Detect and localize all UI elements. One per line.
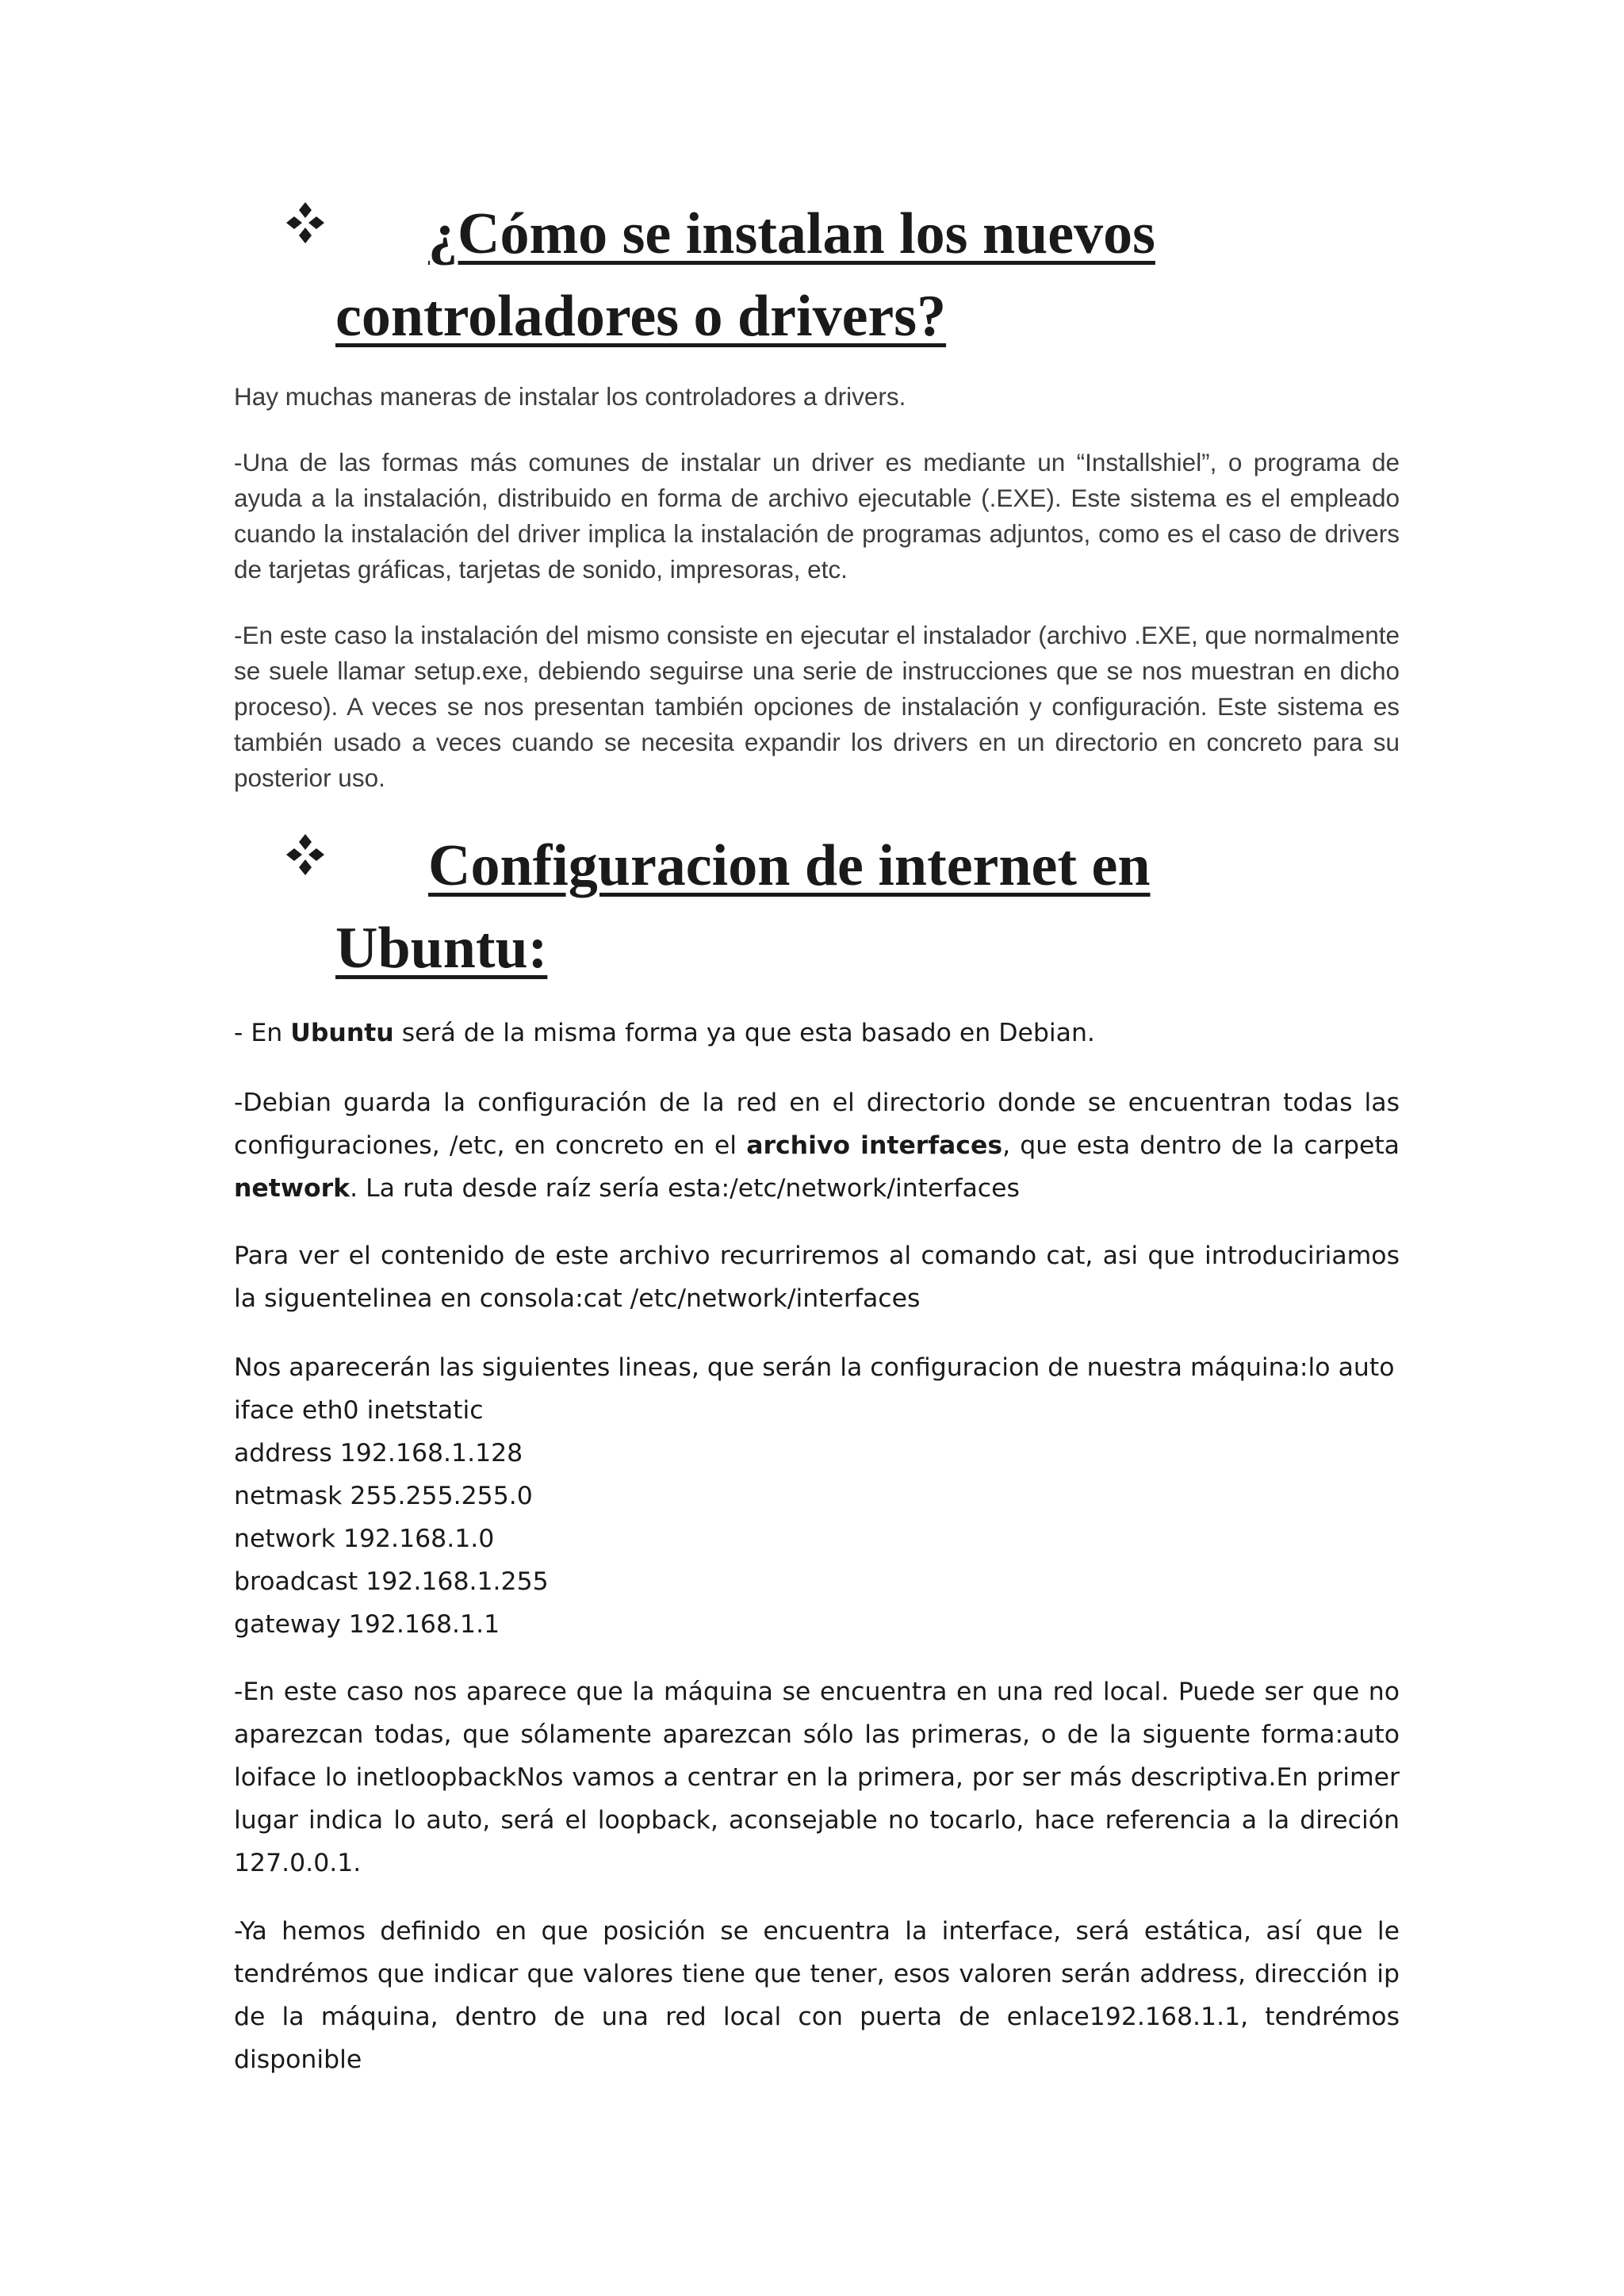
bold-term: network [234, 1174, 350, 1203]
paragraph: -En este caso nos aparece que la máquina se encuentra en una red local. Puede ser que no aparezcan todas, que sólamente aparezcan sólo las primeras, o de la siguente forma:auto loiface lo inetloopbackNos vamos a centrar en la primera, por ser más descriptiva.En primer lugar indica lo auto, será el loopback, aconsejable no tocarlo, hace referencia a la direción 127.0.0.1. [234, 1678, 1400, 1877]
paragraph: - En Ubuntu será de la misma forma ya que esta basado en Debian. [234, 1019, 1095, 1047]
listing-line: gateway 192.168.1.1 [234, 1610, 500, 1639]
heading-line-2: Ubuntu: [335, 916, 548, 981]
heading-line-1: Configuracion de internet en [428, 833, 1151, 898]
listing-line: iface eth0 inetstatic [234, 1396, 484, 1425]
section-heading-drivers [282, 193, 1392, 358]
diamond-bullet-icon [282, 831, 329, 878]
bold-term: archivo interfaces [746, 1131, 1003, 1160]
paragraph: -En este caso la instalación del mismo consiste en ejecutar el instalador (archivo .EXE, que normalmente se suele llamar setup.exe, debiendo seguirse una serie de instrucciones que se nos muestran en dicho proceso). A veces se nos presentan también opciones de instalación y configuración. Este sistema es también usado a veces cuando se necesita expandir los drivers en un directorio en concreto para su posterior uso. [234, 621, 1400, 792]
paragraph: Para ver el contenido de este archivo recurriremos al comando cat, asi que introduciriamos la siguentelinea en consola:cat /etc/network/interfaces [234, 1242, 1400, 1313]
paragraph: -Ya hemos definido en que posición se encuentra la interface, será estática, así que le tendrémos que indicar que valores tiene que tener, esos valoren serán address, dirección ip de la máquina, dentro de una red local con puerta de enlace192.168.1.1, tendrémos disponible [234, 1917, 1400, 2074]
listing-line: network 192.168.1.0 [234, 1525, 495, 1553]
paragraph: -Debian guarda la configuración de la red en el directorio donde se encuentran todas las configuraciones, /etc, en concreto en el archivo interfaces, que esta dentro de la carpeta network. La ruta desde raíz sería esta:/etc/network/interfaces [234, 1089, 1400, 1203]
config-listing [234, 1346, 1400, 1646]
diamond-bullet-icon [282, 199, 329, 247]
heading-line-1: ¿Cómo se instalan los nuevos [428, 201, 1155, 266]
heading-line-2: controladores o drivers? [335, 284, 947, 349]
section-heading-ubuntu [282, 825, 1392, 989]
paragraph: -Una de las formas más comunes de instalar un driver es mediante un “Installshiel”, o programa de ayuda a la instalación, distribuido en forma de archivo ejecutable (.EXE). Este sistema es el empleado cuando la instalación del driver implica la instalación de programas adjuntos, como es el caso de drivers de tarjetas gráficas, tarjetas de sonido, impresoras, etc. [234, 448, 1400, 584]
listing-line: address 192.168.1.128 [234, 1439, 523, 1468]
listing-line: broadcast 192.168.1.255 [234, 1567, 549, 1596]
listing-line: Nos aparecerán las siguientes lineas, que serán la configuracion de nuestra máquina:lo auto [234, 1353, 1395, 1382]
paragraph: Hay muchas maneras de instalar los controladores a drivers. [234, 382, 906, 411]
listing-line: netmask 255.255.255.0 [234, 1482, 533, 1510]
bold-term: Ubuntu [290, 1019, 394, 1047]
